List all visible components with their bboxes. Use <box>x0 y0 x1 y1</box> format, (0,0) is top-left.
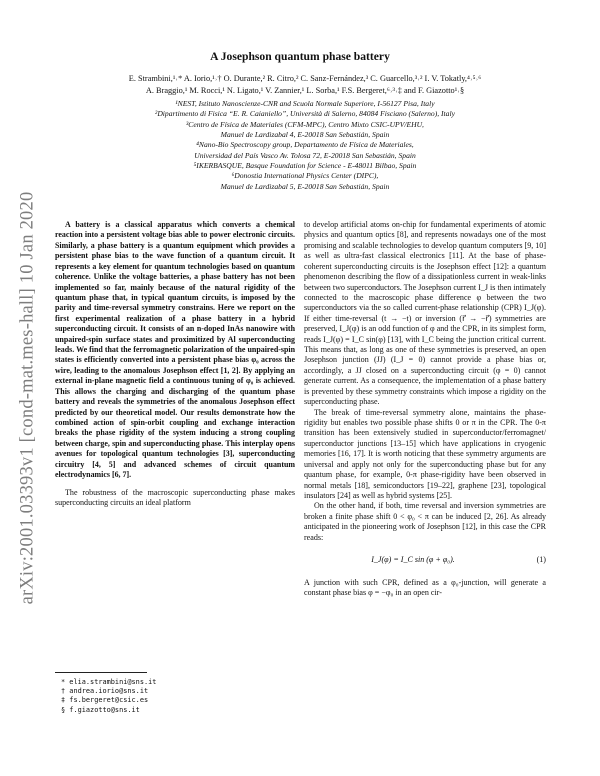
body-paragraph: to develop artificial atoms on-chip for fundamental experiments of atomic physics and quantum optics [8], and represents nowadays one of the most promising and scalable technologies to develop quantum computers [9, 10] as well as ultra-fast classical electronics [11]. At the base of phase-coherent superconducting circuits is the Josephson effect [12]: a quantum phenomenon describing the flow of a dissipationless current in weak-links between two superconductors. The Josephson current I_J is then intimately connected to the macroscopic phase difference φ between the two superconductors via the so called current-phase relationship (CPR) I_J(φ). If either time-reversal (t → −t) or inversion (r⃗ → −r⃗) symmetries are preserved, I_J(φ) is an odd function of φ and the CPR, in its simplest form, reads I_J(φ) = I_C sin(φ) [13], with I_C being the junction critical current. This means that, as long as one of these symmetries is preserved, an open Josephson junction (JJ) (I_J = 0) cannot provide a phase bias or, accordingly, a JJ closed on a superconducting circuit (φ = 0) cannot generate current. As a consequence, the implementation of a phase battery is prevented by these symmetry constraints which impose a rigidity on the superconducting phase. <box>304 220 546 407</box>
arxiv-identifier-margin <box>8 158 48 638</box>
author-line: A. Braggio,¹ M. Rocci,¹ N. Ligato,¹ V. Zannier,¹ L. Sorba,¹ F.S. Bergeret,⁶˒³˒‡ and F. Giazotto¹˒§ <box>145 85 465 95</box>
paper-title: A Josephson quantum phase battery <box>210 50 390 63</box>
affiliation-line: ⁴Nano-Bio Spectroscopy group, Departamento de Física de Materiales, <box>196 140 414 150</box>
footnotes <box>55 672 295 715</box>
footnote-email[interactable]: † andrea.iorio@sns.it <box>61 687 149 696</box>
affiliation-line: ⁶Donostia International Physics Center (DIPC), <box>231 171 379 181</box>
footnote-email[interactable]: ‡ fs.bergeret@csic.es <box>61 696 149 705</box>
abstract: A battery is a classical apparatus which converts a chemical reaction into a persistent voltage bias able to power electronic circuits. Similarly, a phase battery is a quantum equipment which provides a persistent phase bias to the wave function of a quantum circuit. It represents a key element for quantum technologies based on quantum coherence. Unlike the voltage batteries, a phase battery has not been implemented so far, mainly because of the natural rigidity of the quantum phase that, in typical quantum circuits, is imposed by the parity and time-reversal symmetry constrains. Here we report on the first experimental realization of a phase battery in a hybrid superconducting circuit. It consists of an n-doped InAs nanowire with unpaired-spin surface states and proximitized by Al superconducting leads. We find that the ferromagnetic polarization of the unpaired-spin states is efficiently converted into a persistent phase bias φ₀ across the wire, leading to the anomalous Josephson effect [1, 2]. By applying an external in-plane magnetic field a continuous tuning of φ₀ is achieved. This allows the charging and discharging of the quantum phase battery and reveals the symmetries of the anomalous Josephson effect predicted by our theoretical model. Our results demonstrate how the combined action of spin-orbit coupling and exchange interaction breaks the phase rigidity of the system inducing a strong coupling between charge, spin and superconducting phase. This interplay opens avenues for topological quantum technologies [3], superconducting circuitry [4, 5] and advanced schemes of circuit quantum electrodynamics [6, 7]. <box>55 220 295 480</box>
affiliation-line: Manuel de Lardizabal 5, E-20018 San Sebastián, Spain <box>220 181 390 191</box>
body-paragraph: On the other hand, if both, time reversal and inversion symmetries are broken a finite phase shift 0 < φ₀ < π can be induced [2, 26]. As already anticipated in the pioneering work of Josephson [12], in this case the CPR reads: <box>304 501 546 542</box>
body-paragraph: The robustness of the macroscopic superconducting phase makes superconducting circuits an ideal platform <box>55 487 295 507</box>
footnote-divider <box>55 672 147 673</box>
affiliation-list <box>70 99 540 192</box>
body-paragraph: The break of time-reversal symmetry alone, maintains the phase-rigidity but enables two possible phase shifts 0 or π in the CPR. The 0-π transition has been extensively studied in superconductor/ferromagnet/ superconductor junctions [13–15] which have applications in cryogenic memories [16, 17]. It is worth noticing that these symmetry arguments are universal and apply not only for the superconducting phase but for any quantum phase, for example, 0-π phase-rigidity have been observed in normal metals [18], semiconductors [19–22], graphene [23], topological insulators [24] as well as hybrid systems [25]. <box>304 407 546 500</box>
body-paragraph: A junction with such CPR, defined as a φ₀-junction, will generate a constant phase bias φ = −φ₀ in an open cir- <box>304 577 546 597</box>
equation-1 <box>304 555 546 565</box>
affiliation-line: ⁵IKERBASQUE, Basque Foundation for Science - E-48011 Bilbao, Spain <box>193 161 417 171</box>
affiliation-line: ³Centro de Física de Materiales (CFM-MPC), Centro Mixto CSIC-UPV/EHU, <box>186 119 424 129</box>
author-line: E. Strambini,¹˒* A. Iorio,¹˒† O. Durante,² R. Citro,² C. Sanz-Fernández,³ C. Guarcello,³˒² I. V. Tokatly,⁴˒⁵˒⁶ <box>128 74 482 83</box>
equation-number: (1) <box>536 555 546 565</box>
footnote-email[interactable]: § f.giazotto@sns.it <box>61 705 140 714</box>
footnote-email[interactable]: * elia.strambini@sns.it <box>61 678 157 686</box>
affiliation-line: Universidad del País Vasco Av. Tolosa 72, E-20018 San Sebastián, Spain <box>194 150 416 160</box>
equation-body: I_J(φ) = I_C sin (φ + φ₀). <box>371 555 455 565</box>
affiliation-line: ¹NEST, Istituto Nanoscienze-CNR and Scuola Normale Superiore, I-56127 Pisa, Italy <box>175 99 435 108</box>
right-column <box>304 220 546 598</box>
author-list <box>70 73 540 96</box>
affiliation-line: Manuel de Lardizabal 4, E-20018 San Sebastián, Spain <box>220 130 390 140</box>
left-column <box>55 220 295 508</box>
arxiv-identifier[interactable]: arXiv:2001.03393v1 [cond-mat.mes-hall] 10 Jan 2020 <box>17 191 38 605</box>
affiliation-line: ²Dipartimento di Fisica “E. R. Caianiello”, Università di Salerno, 84084 Fisciano (Salerno), Italy <box>155 109 455 119</box>
